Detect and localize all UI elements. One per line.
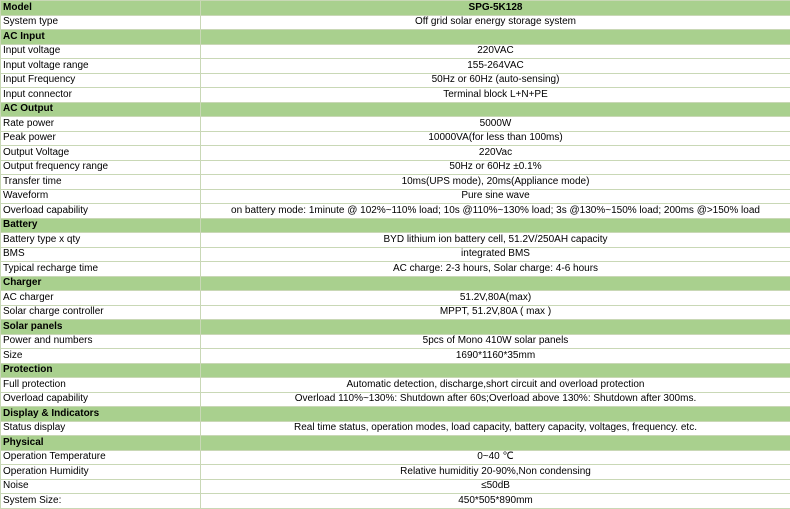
spec-row	[1, 392, 790, 407]
spec-row	[1, 73, 790, 88]
spec-label: Battery type x qty	[1, 233, 201, 248]
spec-label: Full protection	[1, 378, 201, 393]
spec-value: AC charge: 2-3 hours, Solar charge: 4-6 hours	[201, 262, 790, 277]
spec-value: 450*505*890mm	[201, 494, 790, 509]
section-value	[201, 276, 790, 291]
spec-label: Rate power	[1, 117, 201, 132]
spec-value: Pure sine wave	[201, 189, 790, 204]
spec-row	[1, 204, 790, 219]
spec-label: Overload capability	[1, 392, 201, 407]
spec-row	[1, 175, 790, 190]
spec-value: 10000VA(for less than 100ms)	[201, 131, 790, 146]
spec-row	[1, 44, 790, 59]
spec-label: Typical recharge time	[1, 262, 201, 277]
spec-value: 5000W	[201, 117, 790, 132]
spec-value: BYD lithium ion battery cell, 51.2V/250AH capacity	[201, 233, 790, 248]
spec-value: 220Vac	[201, 146, 790, 161]
section-title: Solar panels	[1, 320, 201, 335]
section-header-row	[1, 102, 790, 117]
spec-label: Noise	[1, 479, 201, 494]
section-value: SPG-5K128	[201, 1, 790, 16]
spec-row	[1, 421, 790, 436]
spec-row	[1, 59, 790, 74]
section-value	[201, 436, 790, 451]
spec-label: Operation Temperature	[1, 450, 201, 465]
spec-value: Relative humiditiy 20-90%,Non condensing	[201, 465, 790, 480]
spec-value: 220VAC	[201, 44, 790, 59]
spec-row	[1, 88, 790, 103]
spec-value: Terminal block L+N+PE	[201, 88, 790, 103]
spec-row	[1, 305, 790, 320]
spec-label: Operation Humidity	[1, 465, 201, 480]
spec-label: AC charger	[1, 291, 201, 306]
section-title: Physical	[1, 436, 201, 451]
section-title: Protection	[1, 363, 201, 378]
spec-value: Automatic detection, discharge,short circuit and overload protection	[201, 378, 790, 393]
spec-value: Real time status, operation modes, load capacity, battery capacity, voltages, frequency. etc.	[201, 421, 790, 436]
spec-value: 50Hz or 60Hz (auto-sensing)	[201, 73, 790, 88]
spec-label: Size	[1, 349, 201, 364]
section-value	[201, 102, 790, 117]
spec-value: 10ms(UPS mode), 20ms(Appliance mode)	[201, 175, 790, 190]
spec-label: Overload capability	[1, 204, 201, 219]
spec-row	[1, 291, 790, 306]
spec-row	[1, 189, 790, 204]
spec-label: Output frequency range	[1, 160, 201, 175]
spec-value: 0~40 ℃	[201, 450, 790, 465]
spec-label: Input connector	[1, 88, 201, 103]
spec-row	[1, 233, 790, 248]
section-header-row	[1, 1, 790, 16]
spec-label: System type	[1, 15, 201, 30]
spec-label: Output Voltage	[1, 146, 201, 161]
spec-label: Solar charge controller	[1, 305, 201, 320]
section-value	[201, 407, 790, 422]
spec-value: integrated BMS	[201, 247, 790, 262]
spec-label: BMS	[1, 247, 201, 262]
spec-row	[1, 479, 790, 494]
section-header-row	[1, 320, 790, 335]
section-header-row	[1, 30, 790, 45]
spec-label: System Size:	[1, 494, 201, 509]
section-title: Charger	[1, 276, 201, 291]
section-value	[201, 218, 790, 233]
spec-row	[1, 160, 790, 175]
section-value	[201, 320, 790, 335]
spec-label: Input Frequency	[1, 73, 201, 88]
section-value	[201, 363, 790, 378]
section-header-row	[1, 436, 790, 451]
spec-row	[1, 334, 790, 349]
spec-value: Overload 110%~130%: Shutdown after 60s;Overload above 130%: Shutdown after 300ms.	[201, 392, 790, 407]
spec-label: Status display	[1, 421, 201, 436]
section-value	[201, 30, 790, 45]
section-title: Display & Indicators	[1, 407, 201, 422]
spec-label: Transfer time	[1, 175, 201, 190]
spec-table-body	[1, 1, 790, 509]
section-title: Battery	[1, 218, 201, 233]
spec-value: on battery mode: 1minute @ 102%~110% load; 10s @110%~130% load; 3s @130%~150% load; 200ms @>150% load	[201, 204, 790, 219]
spec-value: 155-264VAC	[201, 59, 790, 74]
spec-value: MPPT, 51.2V,80A ( max )	[201, 305, 790, 320]
spec-row	[1, 15, 790, 30]
section-title: AC Output	[1, 102, 201, 117]
section-title: AC Input	[1, 30, 201, 45]
spec-value: ≤50dB	[201, 479, 790, 494]
spec-value: 50Hz or 60Hz ±0.1%	[201, 160, 790, 175]
spec-row	[1, 146, 790, 161]
spec-row	[1, 131, 790, 146]
spec-row	[1, 349, 790, 364]
spec-label: Peak power	[1, 131, 201, 146]
spec-row	[1, 494, 790, 509]
spec-row	[1, 117, 790, 132]
spec-value: 1690*1160*35mm	[201, 349, 790, 364]
section-header-row	[1, 407, 790, 422]
spec-row	[1, 465, 790, 480]
spec-row	[1, 378, 790, 393]
spec-label: Power and numbers	[1, 334, 201, 349]
spec-label: Input voltage range	[1, 59, 201, 74]
spec-label: Waveform	[1, 189, 201, 204]
spec-value: Off grid solar energy storage system	[201, 15, 790, 30]
section-header-row	[1, 218, 790, 233]
spec-label: Input voltage	[1, 44, 201, 59]
spec-row	[1, 262, 790, 277]
section-header-row	[1, 363, 790, 378]
spec-row	[1, 247, 790, 262]
section-header-row	[1, 276, 790, 291]
spec-value: 5pcs of Mono 410W solar panels	[201, 334, 790, 349]
spec-row	[1, 450, 790, 465]
spec-value: 51.2V,80A(max)	[201, 291, 790, 306]
section-title: Model	[1, 1, 201, 16]
